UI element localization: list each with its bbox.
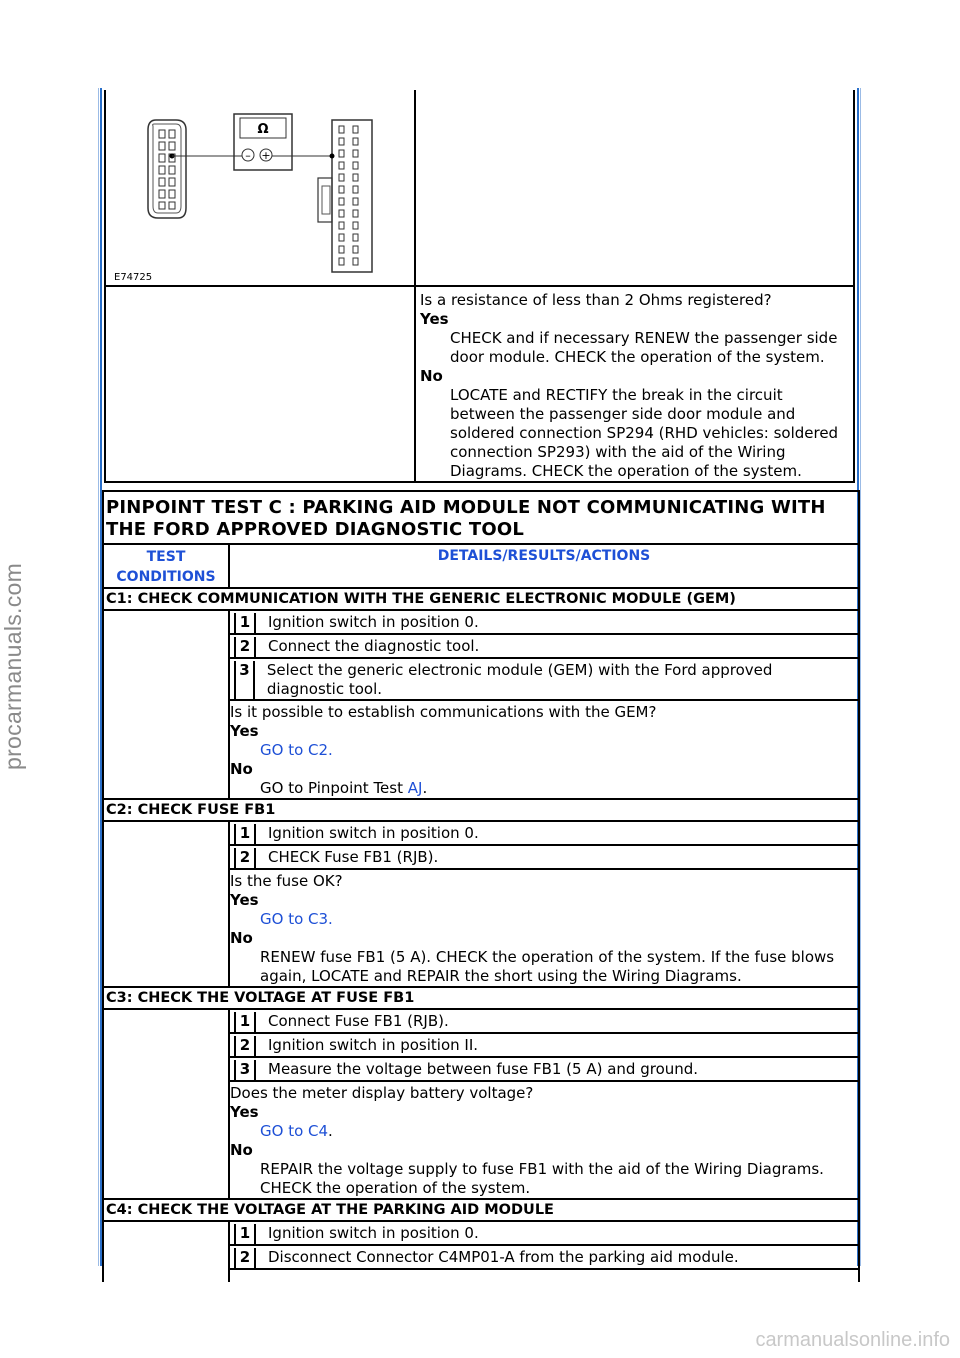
no-action: RENEW fuse FB1 (5 A). CHECK the operation of the system. If the fuse blows again, LOCATE and REPAIR the short using the Wiring Diagrams. [260, 948, 835, 985]
svg-text:–: – [245, 149, 251, 162]
step-c1-title: C1: CHECK COMMUNICATION WITH THE GENERIC ELECTRONIC MODULE (GEM) [104, 589, 858, 611]
actions-cell [230, 822, 858, 986]
list-item [230, 824, 858, 846]
test-conditions-header: TEST CONDITIONS [104, 545, 230, 587]
list-item [230, 1060, 858, 1082]
result-question: Is the fuse OK? [230, 872, 343, 890]
pinpoint-aj-link[interactable]: AJ [407, 779, 423, 797]
no-label: No [230, 1141, 253, 1159]
yes-label: Yes [420, 310, 449, 328]
conditions-cell [104, 611, 230, 798]
step-number: 1 [234, 824, 256, 844]
previous-step-table [104, 90, 855, 483]
step-text: Ignition switch in position 0. [268, 824, 479, 842]
step-number: 3 [234, 661, 255, 699]
no-action-suffix: . [422, 779, 428, 797]
step-c2-body [104, 822, 858, 988]
result-question: Is it possible to establish communications with the GEM? [230, 703, 657, 721]
yes-suffix: . [328, 1122, 333, 1140]
list-item [230, 848, 858, 870]
list-item [230, 613, 858, 635]
result-block [230, 701, 858, 798]
step-c1-body [104, 611, 858, 800]
step-number: 2 [234, 1036, 256, 1056]
step-number: 1 [234, 1224, 256, 1244]
no-label: No [420, 367, 443, 385]
step-number: 1 [234, 613, 256, 633]
yes-action: CHECK and if necessary RENEW the passenger side door module. CHECK the operation of the system. [450, 329, 838, 366]
step-number: 2 [234, 848, 256, 868]
list-item [230, 1036, 858, 1058]
connector-diagram [106, 90, 412, 285]
table-header-row [104, 545, 858, 589]
details-header: DETAILS/RESULTS/ACTIONS [437, 548, 651, 564]
step-c3-body [104, 1010, 858, 1200]
step-text: Connect Fuse FB1 (RJB). [268, 1012, 449, 1030]
step-c4-title: C4: CHECK THE VOLTAGE AT THE PARKING AID MODULE [104, 1200, 858, 1222]
step-c4-body [104, 1222, 858, 1282]
left-guide-line-outer [98, 88, 99, 1266]
conditions-cell [104, 822, 230, 986]
side-watermark: procarmanuals.com [0, 562, 26, 770]
step-text: Ignition switch in position 0. [268, 613, 479, 631]
empty-condition-cell [104, 287, 416, 481]
pinpoint-test-table [102, 490, 860, 1282]
result-cell [416, 287, 855, 481]
yes-label: Yes [230, 1103, 259, 1121]
step-c3-title: C3: CHECK THE VOLTAGE AT FUSE FB1 [104, 988, 858, 1010]
list-item [230, 1012, 858, 1034]
blank-cell [416, 90, 855, 285]
bottom-watermark: carmanualsonline.info [755, 1329, 950, 1351]
step-text: Disconnect Connector C4MP01-A from the parking aid module. [268, 1248, 739, 1266]
result-block [230, 1082, 858, 1198]
list-item [230, 637, 858, 659]
no-action [230, 779, 856, 798]
conditions-cell [104, 1222, 230, 1282]
yes-label: Yes [230, 722, 259, 740]
actions-cell [230, 1010, 858, 1198]
step-text: Ignition switch in position II. [268, 1036, 479, 1054]
goto-c4-link[interactable]: GO to C4 [260, 1122, 329, 1140]
goto-c2-link[interactable]: GO to C2. [260, 741, 333, 759]
right-guide-line-outer [860, 88, 861, 1266]
no-action: REPAIR the voltage supply to fuse FB1 with the aid of the Wiring Diagrams. CHECK the operation of the system. [260, 1160, 824, 1197]
step-text: Connect the diagnostic tool. [268, 637, 480, 655]
step-text: Ignition switch in position 0. [268, 1224, 479, 1242]
no-action: LOCATE and RECTIFY the break in the circuit between the passenger side door module and soldered connection SP294 (RHD vehicles: soldered connection SP293) with the aid of the Wiring Diagrams. CHECK the operation of the system. [450, 386, 839, 480]
figure-row [104, 90, 855, 287]
actions-cell [230, 611, 858, 798]
step-number: 2 [234, 637, 256, 657]
goto-c3-link[interactable]: GO to C3. [260, 910, 333, 928]
result-row [104, 287, 855, 483]
svg-text:+: + [261, 149, 271, 162]
result-question: Is a resistance of less than 2 Ohms registered? [420, 291, 772, 309]
pinpoint-title: PINPOINT TEST C : PARKING AID MODULE NOT COMMUNICATING WITH THE FORD APPROVED DIAGNOSTIC TOOL [104, 492, 858, 545]
yes-label: Yes [230, 891, 259, 909]
no-label: No [230, 929, 253, 947]
conditions-cell [104, 1010, 230, 1198]
wiring-figure [104, 90, 416, 285]
step-text: Select the generic electronic module (GEM) with the Ford approved diagnostic tool. [266, 661, 773, 698]
step-number: 3 [234, 1060, 256, 1080]
step-text: Measure the voltage between fuse FB1 (5 A) and ground. [268, 1060, 699, 1078]
figure-label: E74725 [114, 272, 153, 283]
list-item [230, 1224, 858, 1246]
no-action-text: GO to Pinpoint Test [260, 779, 408, 797]
step-c2-title: C2: CHECK FUSE FB1 [104, 800, 858, 822]
list-item [230, 661, 858, 701]
step-number: 2 [234, 1248, 256, 1268]
ohm-symbol: Ω [257, 122, 269, 137]
step-number: 1 [234, 1012, 256, 1032]
no-label: No [230, 760, 253, 778]
result-question: Does the meter display battery voltage? [230, 1084, 534, 1102]
result-block [230, 870, 858, 986]
list-item [230, 1248, 858, 1270]
actions-cell [230, 1222, 858, 1282]
step-text: CHECK Fuse FB1 (RJB). [268, 848, 439, 866]
